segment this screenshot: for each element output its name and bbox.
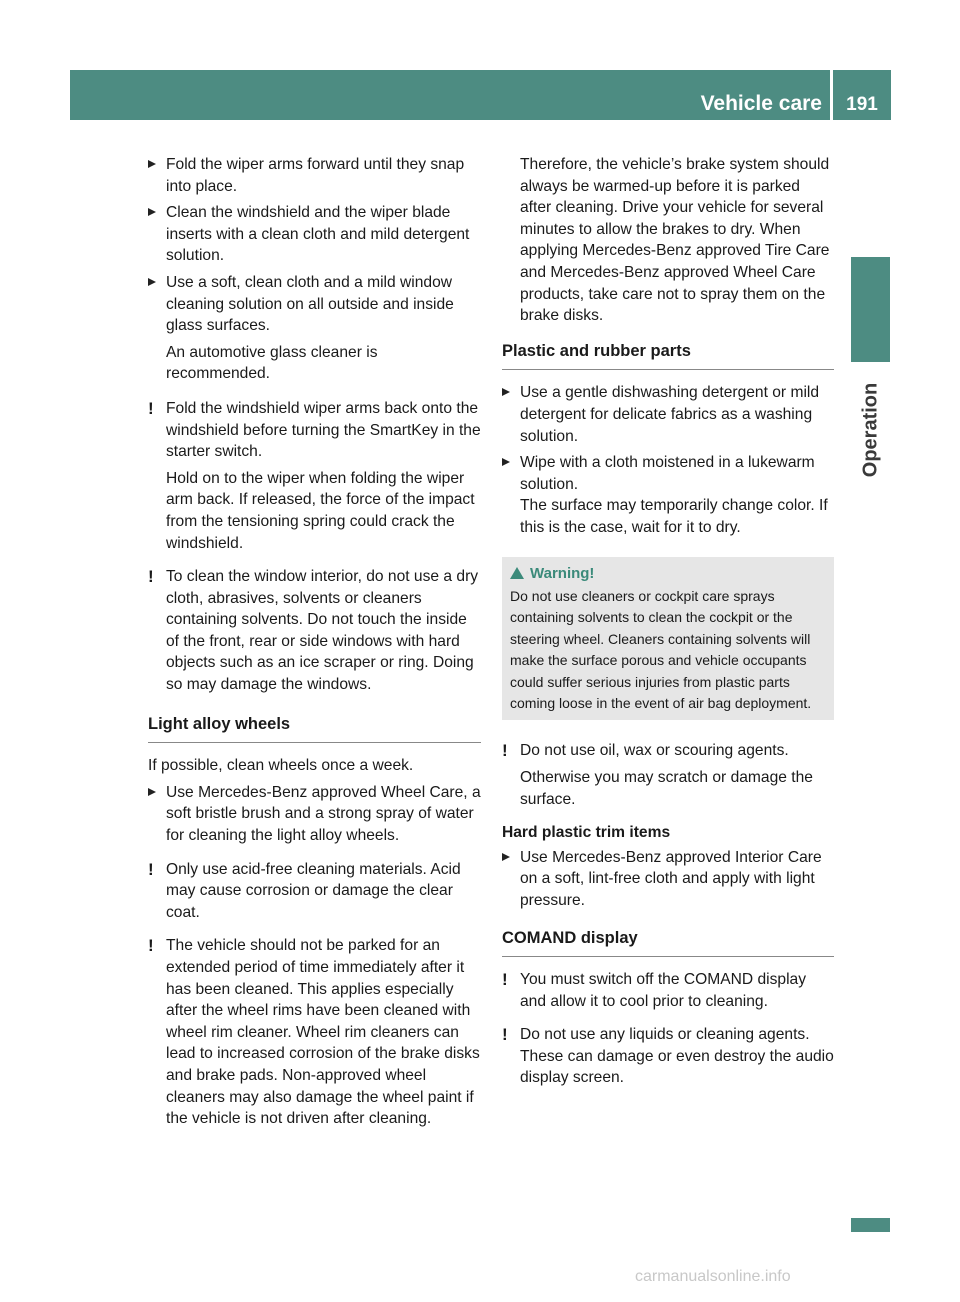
side-tab bbox=[851, 365, 890, 495]
note-text: Hold on to the wiper when folding the wiper arm back. If released, the force of the impact from the tensioning spring could crack the windshield. bbox=[166, 469, 475, 552]
paragraph: Therefore, the vehicle’s brake system should always be warmed-up before it is parked after cleaning. Drive your vehicle for several minutes to allow the brakes to dry. When applying Mercedes-Benz approved Tire Care and Mercedes-Benz approved Wheel Care products, take care not to spray them on the brake disks. bbox=[520, 156, 830, 325]
right-column bbox=[502, 154, 834, 1101]
instruction-item bbox=[502, 452, 834, 538]
arrow-bullet-icon bbox=[502, 388, 510, 396]
note-text: Do not use any liquids or cleaning agents. These can damage or even destroy the audio display screen. bbox=[520, 1026, 834, 1087]
arrow-bullet-icon bbox=[502, 458, 510, 466]
instruction-text: Use Mercedes-Benz approved Interior Care on a soft, lint-free cloth and apply with light pressure. bbox=[520, 848, 822, 909]
exclamation-icon: ! bbox=[502, 1025, 508, 1045]
caution-note bbox=[148, 566, 481, 696]
instruction-item bbox=[148, 154, 481, 197]
note-text: Do not use oil, wax or scouring agents. bbox=[520, 742, 789, 760]
section-heading: Light alloy wheels bbox=[148, 714, 481, 744]
section-heading: Plastic and rubber parts bbox=[502, 341, 834, 371]
arrow-bullet-icon bbox=[148, 208, 156, 216]
caution-note bbox=[502, 969, 834, 1012]
arrow-bullet-icon bbox=[148, 278, 156, 286]
section-heading: COMAND display bbox=[502, 928, 834, 958]
glass-cleaner-note: An automotive glass cleaner is recommended. bbox=[166, 343, 378, 383]
note-text: You must switch off the COMAND display and allow it to cool prior to cleaning. bbox=[520, 971, 807, 1010]
side-tab-label: Operation bbox=[859, 382, 881, 478]
exclamation-icon: ! bbox=[148, 859, 154, 879]
instruction-text: Use a soft, clean cloth and a mild window cleaning solution on all outside and inside glass surfaces. bbox=[166, 273, 454, 335]
caution-note bbox=[502, 1024, 834, 1089]
note-text: The vehicle should not be parked for an extended period of time immediately after it has been cleaned. This applies especially after the wheel rims have been cleaned with wheel rim cleaner. Wheel rim cleaners can lead to increased corrosion of the brake disks and brake pads. Non-approved wheel cleaners may also damage the wheel paint if the vehicle is not driven after cleaning. bbox=[166, 937, 480, 1128]
side-tab-bottom-marker bbox=[851, 1218, 890, 1232]
note-text: Only use acid-free cleaning materials. Acid may cause corrosion or damage the clear coat. bbox=[166, 860, 461, 921]
exclamation-icon: ! bbox=[148, 936, 154, 956]
caution-note bbox=[148, 398, 481, 554]
exclamation-icon: ! bbox=[148, 567, 154, 587]
arrow-bullet-icon bbox=[502, 853, 510, 861]
exclamation-icon: ! bbox=[502, 741, 508, 761]
instruction-item bbox=[502, 847, 834, 912]
instruction-item bbox=[148, 272, 481, 337]
instruction-text: The surface may temporarily change color. If this is the case, wait for it to dry. bbox=[520, 497, 828, 536]
page-section-title: Vehicle care bbox=[680, 70, 830, 120]
subheading: Hard plastic trim items bbox=[502, 824, 671, 842]
paragraph: If possible, clean wheels once a week. bbox=[148, 757, 414, 775]
instruction-text: Fold the wiper arms forward until they snap into place. bbox=[166, 156, 465, 195]
instruction-text: Use Mercedes-Benz approved Wheel Care, a soft bristle brush and a strong spray of water for cleaning the light alloy wheels. bbox=[166, 783, 481, 845]
warning-title bbox=[510, 563, 826, 584]
page-number: 191 bbox=[833, 70, 891, 120]
arrow-bullet-icon bbox=[148, 788, 156, 796]
instruction-text: Use a gentle dishwashing detergent or mild detergent for delicate fabrics as a washing solution. bbox=[520, 384, 820, 445]
note-text: Otherwise you may scratch or damage the surface. bbox=[520, 768, 813, 808]
exclamation-icon: ! bbox=[502, 970, 508, 990]
warning-text: Do not use cleaners or cockpit care sprays containing solvents to clean the cockpit or the steering wheel. Cleaners containing solvents will make the surface porous and vehicle occupants could suffer serious injuries from plastic parts coming loose in the event of air bag deployment. bbox=[510, 587, 812, 711]
arrow-bullet-icon bbox=[148, 160, 156, 168]
side-tab-marker bbox=[851, 257, 890, 362]
instruction-text: Wipe with a cloth moistened in a lukewarm solution. bbox=[520, 454, 815, 493]
note-text: Fold the windshield wiper arms back onto the windshield before turning the SmartKey in the starter switch. bbox=[166, 399, 481, 461]
exclamation-icon: ! bbox=[148, 398, 154, 418]
caution-note bbox=[148, 935, 481, 1129]
left-column bbox=[148, 154, 481, 1142]
instruction-item bbox=[502, 382, 834, 447]
instruction-item bbox=[148, 782, 481, 847]
instruction-item bbox=[148, 202, 481, 267]
warning-title-text: Warning! bbox=[530, 564, 595, 582]
instruction-text: Clean the windshield and the wiper blade inserts with a clean cloth and mild detergent solution. bbox=[166, 204, 470, 265]
caution-note bbox=[148, 859, 481, 924]
note-text: To clean the window interior, do not use a dry cloth, abrasives, solvents or cleaners containing solvents. Do not touch the inside of the front, rear or side windows with hard objects such as an ice scraper or ring. Doing so may damage the windows. bbox=[166, 568, 479, 694]
watermark: carmanualsonline.info bbox=[635, 1268, 791, 1285]
warning-triangle-icon bbox=[510, 567, 524, 579]
caution-note bbox=[502, 740, 834, 810]
warning-box bbox=[502, 557, 834, 721]
